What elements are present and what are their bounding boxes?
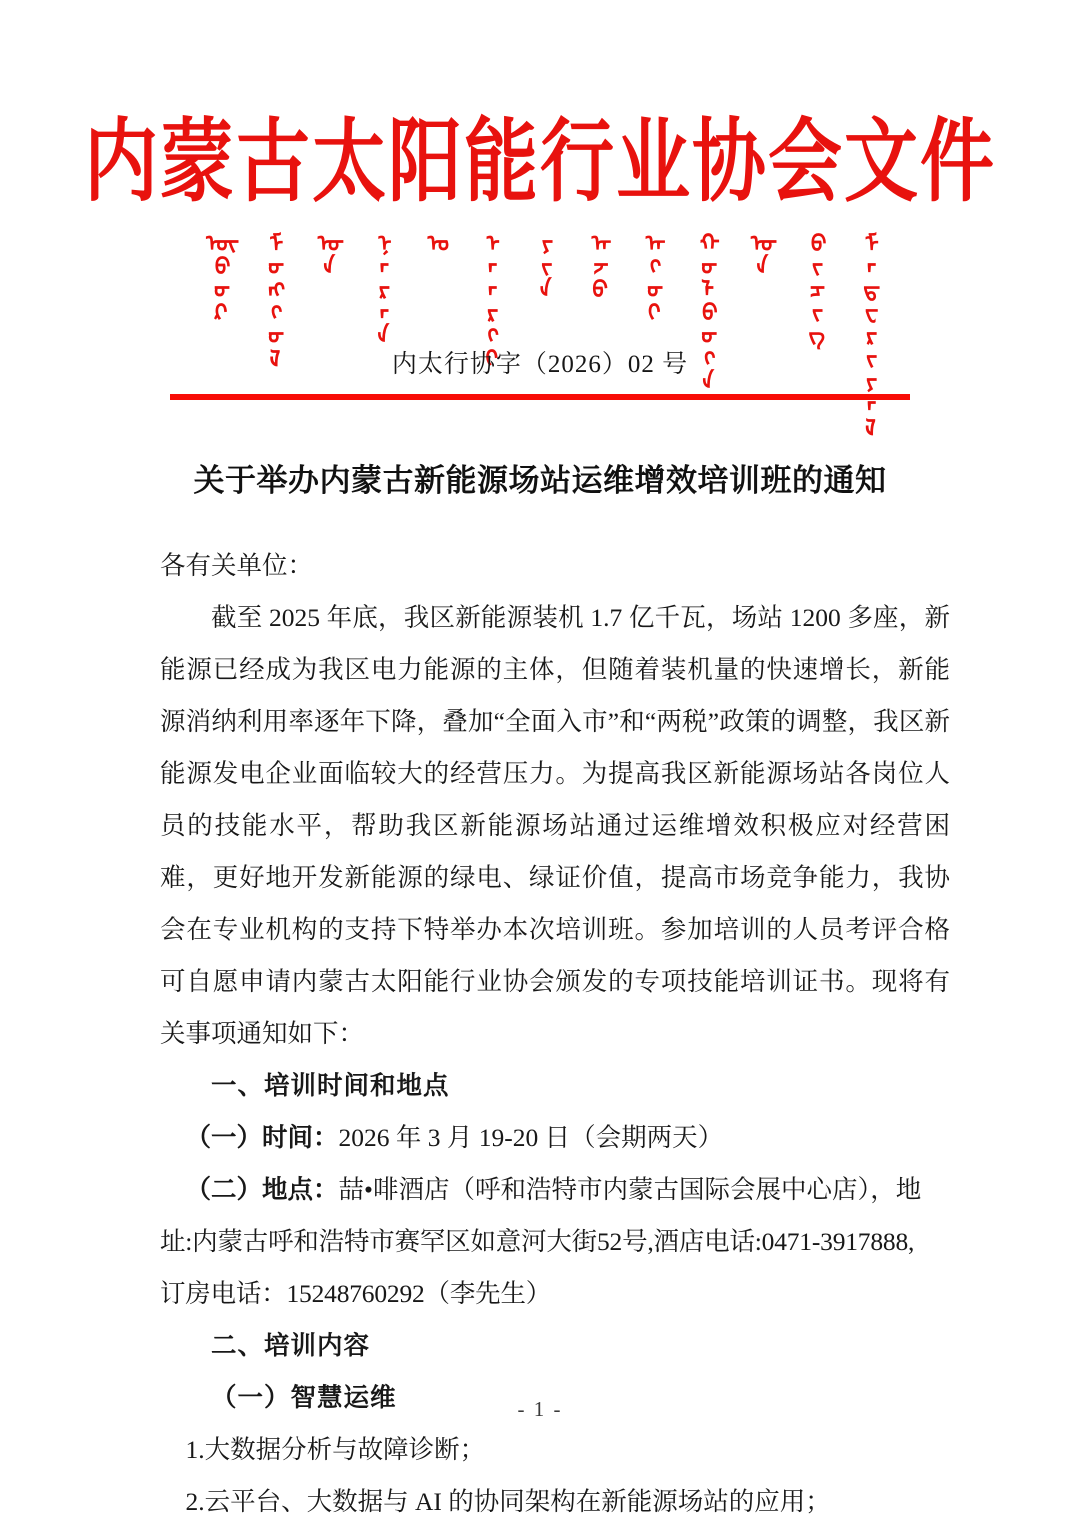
training-place-row (160, 1164, 950, 1216)
mongolian-word: ᠡᠨᠡᠷᠭᠢ (472, 230, 499, 368)
training-time-row (160, 1112, 950, 1164)
page-title: 关于举办内蒙古新能源场站运维增效培训班的通知 (193, 463, 887, 498)
mongolian-word: ᠨᠠᠷᠠᠨ (364, 230, 391, 345)
mongolian-word: ᠮᠠᠲᠧᠷᠢᠶᠠᠯ (851, 230, 878, 437)
booking-phone-line: 订房电话：15248760292（李先生） (160, 1279, 552, 1308)
organization-title: 内蒙古太阳能行业协会文件 (84, 113, 996, 214)
letterhead (0, 0, 1080, 437)
training-time-label: （一）时间： (185, 1123, 339, 1152)
mongolian-word: ᠠᠵᠤ (581, 230, 608, 299)
training-place-label: （二）地点： (185, 1175, 339, 1204)
section-heading-one: 一、培训时间和地点 (211, 1071, 450, 1100)
mongolian-word: ᠪᠢᠴᠢᠭ (797, 230, 824, 345)
mongolian-word: ᠬᠣᠯᠪᠣᠭᠠ (689, 230, 716, 391)
mongolian-word: ᠤᠨ (310, 230, 337, 276)
document-body (0, 540, 1080, 1528)
intro-paragraph: 截至 2025 年底，我区新能源装机 1.7 亿千瓦，场站 1200 多座，新能源已经成为我区电力能源的主体，但随着装机量的快速增长，新能源消纳利用率逐年下降，叠加“全面入市”和“两税”政策的调整，我区新能源发电企业面临较大的经营压力。为提高我区新能源场站各岗位人员的技能水平，帮助我区新能源场站通过运维增效积极应对经营困难，更好地开发新能源的绿电、绿证价值，提高市场竞争能力，我协会在专业机构的支持下特举办本次培训班。参加培训的人员考评合格可自愿申请内蒙古太阳能行业协会颁发的专项技能培训证书。现将有关事项通知如下： (160, 603, 950, 1048)
page-number: - 1 - (517, 1397, 563, 1421)
mongolian-word: ᠦᠪᠦᠷ (202, 230, 229, 322)
subsection-heading-smart-om: （一）智慧运维 (211, 1383, 397, 1412)
venue-address-line: 址:内蒙古呼和浩特市赛罕区如意河大街52号,酒店电话:0471-3917888, (160, 1227, 915, 1256)
mongolian-word: ᠮᠣᠩᠭᠣᠯ (256, 230, 283, 368)
list-item: 1.大数据分析与故障诊断； (185, 1435, 486, 1464)
mongolian-word: ᠠᠬᠤᠢ (635, 230, 662, 322)
list-item: 2.云平台、大数据与 AI 的协同架构在新能源场站的应用； (185, 1487, 831, 1516)
section-heading-two: 二、培训内容 (211, 1331, 371, 1360)
mongolian-word: ᠶᠢᠨ (527, 230, 554, 299)
mongolian-word: ᠤ (418, 230, 445, 253)
mongolian-word: ᠤᠨ (743, 230, 770, 276)
red-divider-rule (170, 394, 910, 400)
training-place-value: 喆•啡酒店（呼和浩特市内蒙古国际会展中心店），地 (338, 1175, 922, 1204)
document-number: 内太行协字（2026）02 号 (391, 351, 689, 378)
training-time-value: 2026 年 3 月 19-20 日（会期两天） (338, 1123, 724, 1152)
salutation: 各有关单位： (160, 551, 314, 580)
